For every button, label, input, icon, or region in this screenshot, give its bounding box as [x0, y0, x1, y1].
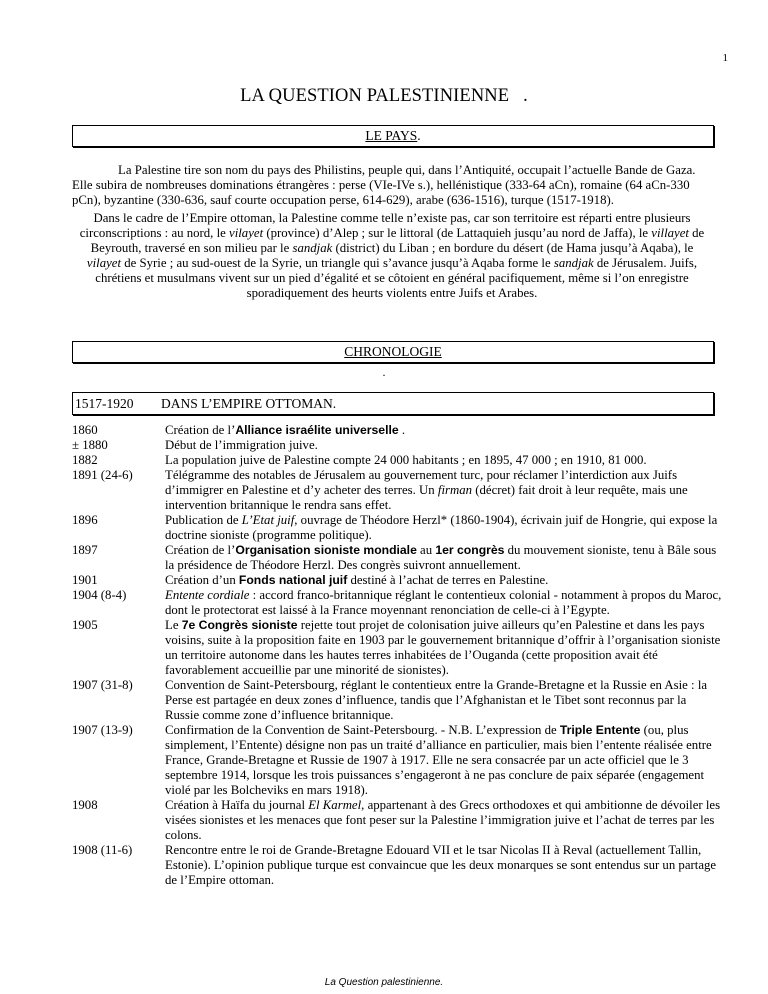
- entry-text: Convention de Saint-Petersbourg, réglant le contentieux entre la Grande-Bretagne et la Russie en Asie : la Perse est partagée en deux zones d’influence, tandis que l’Afghanistan et le Tibet sont reconnus par la Russie comme zone d’influence britannique.: [165, 678, 708, 722]
- entry-date: 1908: [72, 798, 98, 812]
- p2-i2: villayet: [651, 226, 689, 240]
- entry-text-part: destiné à l’achat de terres en Palestine.: [347, 573, 549, 587]
- entry-text-part: Publication de: [165, 513, 242, 527]
- entry-text-part: (ou, plus simplement, l’Entente) désigne non pas un traité d’alliance en particulier, mais bien l’entente réalisée entre France, Grande-Bretagne et Russie de 1907 à 1917. Elle ne sera consacrée par un acte officiel que le 3 septembre 1914, lorsque les trois puissances s’engageront à ne pas conclure de paix séparée (engagement violé par les Bolcheviks en mars 1918).: [165, 723, 712, 797]
- entry-text: [165, 618, 722, 678]
- p2-i1: vilayet: [229, 226, 264, 240]
- p2-d: (district) du Liban ; en bordure du désert (de Hama jusqu’à Aqaba), le: [332, 241, 694, 255]
- period-label: DANS L’EMPIRE OTTOMAN.: [161, 396, 337, 411]
- entry-text-part: Confirmation de la Convention de Saint-Petersbourg. - N.B. L’expression de: [165, 723, 560, 737]
- title-dot: .: [523, 86, 528, 106]
- entry-italic: L’Etat juif: [241, 513, 295, 527]
- p2-b: (province) d’Alep ; sur le littoral (de Lattaquieh jusqu’au nord de Jaffa), le: [263, 226, 652, 240]
- intro-paragraph-1: La Palestine tire son nom du pays des Philistins, peuple qui, dans l’Antiquité, occupait l’actuelle Bande de Gaza. Elle subira de nombreuses dominations étrangères : perse (VIe-IVe s.), hellénistique (333-64 aCn), romaine (64 aCn-330 pCn), byzantine (330-636, sauf courte occupation perse, 614-629), arabe (636-1516), turque (1517-1918).: [72, 163, 696, 207]
- entry-text-part: , ouvrage de Théodore Herzl* (1860-1904), écrivain juif de Hongrie, qui expose la doctrine sioniste (programme politique).: [165, 513, 718, 542]
- entry-date: 1907 (13-9): [72, 723, 133, 737]
- chronology-entry: [72, 453, 722, 468]
- entry-date: 1901: [72, 573, 98, 587]
- entry-text: [165, 723, 722, 798]
- entry-italic: Entente cordiale: [165, 588, 250, 602]
- entry-text-part: .: [398, 423, 406, 437]
- document-title: [0, 86, 768, 107]
- entry-emphasis: 1er congrès: [435, 543, 505, 557]
- entry-text-part: Création de l’: [165, 423, 236, 437]
- entry-text: [165, 468, 722, 513]
- chronology-entry: [72, 423, 722, 438]
- entry-text: [165, 543, 722, 573]
- entry-text-part: du mouvement sioniste, tenu à Bâle sous la présidence de Théodore Herzl. Des congrès suivront annuellement.: [165, 543, 717, 572]
- chronology-entry: [72, 468, 722, 513]
- entry-date: 1891 (24-6): [72, 468, 133, 482]
- chronology-entries: [72, 423, 722, 888]
- entry-text-part: Création à Haïfa du journal: [165, 798, 309, 812]
- intro-text: [72, 163, 712, 301]
- chronology-entry: [72, 678, 722, 723]
- entry-text: [165, 513, 722, 543]
- p2-a: Dans le cadre de l’Empire ottoman, la Palestine comme telle n’existe pas, car son territoire est réparti entre plusieurs circonscriptions : au nord, le: [79, 211, 691, 240]
- heading-chrono-text: CHRONOLOGIE: [344, 344, 442, 359]
- entry-text-part: (décret) fait droit à leur requête, mais une intervention britannique le rendra sans effet.: [165, 483, 688, 512]
- entry-date: 1897: [72, 543, 98, 557]
- entry-emphasis: Alliance israélite universelle: [235, 423, 399, 437]
- heading-pays-text: LE PAYS: [365, 128, 418, 143]
- p2-i4: vilayet: [86, 256, 122, 270]
- entry-text: [165, 588, 722, 618]
- entry-emphasis: Triple Entente: [559, 723, 641, 737]
- entry-text: [165, 573, 722, 588]
- page-footer: La Question palestinienne.: [324, 977, 444, 988]
- entry-date: 1896: [72, 513, 98, 527]
- page-number: 1: [722, 52, 728, 64]
- p2-c: de Beyrouth, traversé en son milieu par le: [90, 226, 705, 255]
- chronology-entry: [72, 543, 722, 573]
- chronology-entry: [72, 573, 722, 588]
- section-heading-chronologie: [72, 341, 714, 363]
- entry-italic: firman: [437, 483, 473, 497]
- chronology-entry: [72, 798, 722, 843]
- entry-date: 1882: [72, 453, 98, 467]
- p2-e: de Syrie ; au sud-ouest de la Syrie, un triangle qui s’avance jusqu’à Aqaba forme le: [121, 256, 554, 270]
- entry-text-part: Le: [165, 618, 182, 632]
- intro-paragraph-2: [72, 211, 712, 301]
- entry-italic: El Karmel: [308, 798, 362, 812]
- entry-emphasis: 7e Congrès sioniste: [181, 618, 298, 632]
- entry-date: 1908 (11-6): [72, 843, 133, 857]
- entry-text-part: , appartenant à des Grecs orthodoxes et qui ambitionne de dévoiler les visées sionistes et les menaces que font peser sur la Palestine l’immigration juive et l’achat de terres par les colons.: [165, 798, 721, 842]
- chronology-entry: [72, 513, 722, 543]
- chronology-entry: [72, 618, 722, 678]
- entry-emphasis: Fonds national juif: [238, 573, 348, 587]
- entry-text: La population juive de Palestine compte 24 000 habitants ; en 1895, 47 000 ; en 1910, 81 000.: [165, 453, 647, 467]
- p2-i3: sandjak: [292, 241, 333, 255]
- chronology-entry: [72, 438, 722, 453]
- entry-date: 1904 (8-4): [72, 588, 127, 602]
- p2-f: de Jérusalem. Juifs, chrétiens et musulmans vivent sur un pied d’égalité et se côtoient en général pacifiquement, même si l’on enregistre sporadiquement des heurts violents entre Juifs et Arabes.: [95, 256, 698, 300]
- period-dates: 1517-1920: [75, 396, 134, 411]
- entry-text-part: rejette tout projet de colonisation juive ailleurs qu’en Palestine et dans les pays voisins, suite à la proposition faite en 1903 par le gouvernement britannique d’offrir à l’organisation sioniste un territoire autonome dans les hautes terres inhabitées de l’Ouganda (cette proposition avait été favorablement accueillie par une minorité de sionistes).: [165, 618, 721, 677]
- heading-pays-dot: .: [417, 128, 421, 143]
- entry-text-part: Télégramme des notables de Jérusalem au gouvernement turc, pour réclamer l’interdiction aux Juifs d’immigrer en Palestine et d’y acheter des terres. Un: [165, 468, 678, 497]
- p2-i5: sandjak: [553, 256, 594, 270]
- entry-text: [165, 798, 722, 843]
- chronology-entry: [72, 723, 722, 798]
- entry-text: Début de l’immigration juive.: [165, 438, 318, 452]
- chrono-dot: .: [382, 365, 386, 379]
- entry-text: Rencontre entre le roi de Grande-Bretagne Edouard VII et le tsar Nicolas II à Reval (actuellement Tallin, Estonie). L’opinion publique turque est convaincue que les deux monarques se sont entendus sur un partage de l’Empire ottoman.: [165, 843, 717, 887]
- entry-text-part: Création d’un: [165, 573, 239, 587]
- entry-date: 1907 (31-8): [72, 678, 133, 692]
- chronology-entry: [72, 843, 722, 888]
- entry-date: 1905: [72, 618, 98, 632]
- entry-text-part: au: [416, 543, 436, 557]
- entry-date: 1860: [72, 423, 98, 437]
- period-header: [72, 392, 714, 415]
- entry-text-part: : accord franco-britannique réglant le contentieux colonial - notamment à propos du Maroc, dont le protectorat est laissé à la France moyennant renonciation de celle-ci à l’Egypte.: [165, 588, 722, 617]
- section-heading-pays: [72, 125, 714, 147]
- entry-emphasis: Organisation sioniste mondiale: [235, 543, 417, 557]
- title-text: LA QUESTION PALESTINIENNE: [240, 86, 510, 106]
- entry-text-part: Création de l’: [165, 543, 236, 557]
- entry-date: ± 1880: [72, 438, 108, 452]
- entry-text: [165, 423, 722, 438]
- chronology-entry: [72, 588, 722, 618]
